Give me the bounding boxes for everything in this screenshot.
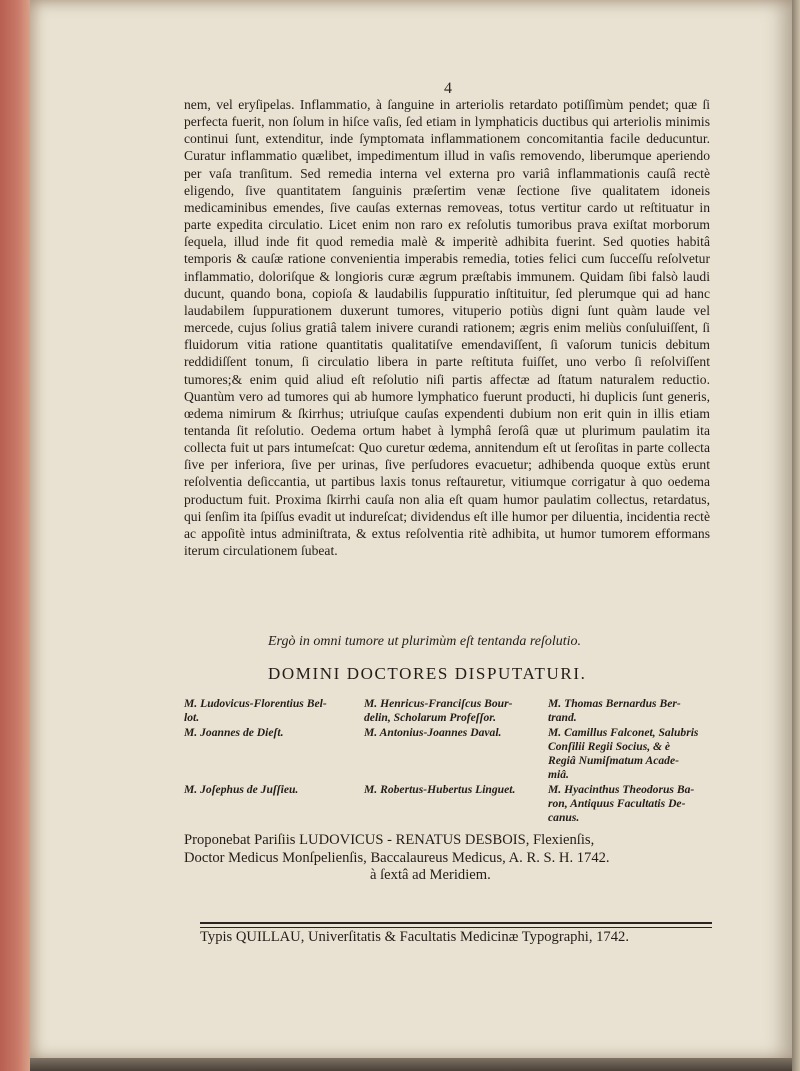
printer-imprint: Typis QUILLAU, Univerſitatis & Facultatis Medicinæ Typographi, 1742. — [200, 929, 629, 945]
doctor-name-line: M. Robertus-Hubertus Linguet. — [364, 782, 516, 796]
doctor-name-line — [184, 740, 362, 754]
doctor-name-line: M. Hyacinthus Theodorus Ba- — [548, 782, 695, 796]
page-bottom-shadow — [30, 1058, 792, 1071]
proponebat-line-1: Proponebat Pariſiis LUDOVICUS - RENATUS DESBOIS, Flexienſis, — [184, 832, 595, 848]
doctor-name-line: delin, Scholarum Profeſſor. — [364, 711, 497, 725]
doctor-name-line: Conſilii Regii Socius, & è — [548, 739, 671, 753]
proponebat-block — [184, 832, 714, 885]
doctors-column-3 — [548, 697, 716, 826]
disputants-heading: DOMINI DOCTORES DISPUTATURI. — [268, 664, 587, 683]
doctor-name-line: M. Ludovicus-Florentius Bel- — [184, 697, 327, 710]
page-binding — [0, 0, 32, 1071]
thesis-body-text: nem, vel eryſipelas. Inflammatio, à ſanguine in arteriolis retardato potiſſimùm pendet; quæ ſi perfecta fuerit, non ſolum in hiſce vaſis, ſed etiam in lymphaticis ductibus qui arteriolis minimis continui ſunt, extenditur, inde ſymptomata inflammationem concomitantia facile deducuntur. Curatur inflammatio quælibet, impedimentum illud in vaſis removendo, liberumque aperiendo per vaſa tranſitum. Sed remedia interna vel externa pro variâ inflammationis cauſâ rectè eligendo, ſive quantitatem ſanguinis præſertim venæ ſectione ſive qualitatem idoneis medicaminibus emendes, ſive cauſas externas removeas, totus vertitur cardo ut reſtituatur in parte expedita circulatio. Licet enim non raro ex reſolutis tumoribus prava exiſtat morborum ſequela, illud inde fit quod remedia malè & imperitè adhibita fuerint. Sed quoties habitâ temporis & cauſæ ratione convenientia imperabis remedia, toties felici cum ſucceſſu reſolvetur inflammatio, doloriſque & longioris curæ ægrum præſtabis immunem. Quidam ſibi falsò laudi ducunt, quando bona, copioſa & laudabilis ſuppuratio inſtituitur, ſed plerumque qui ad hanc laudabilem ſuppurationem duxerunt tumores, vituperio potiùs digni ſunt quàm laude vel mercede, cujus ſolius gratiâ talem inivere curandi rationem; ægris enim meliùs conſuluiſſent, ſi fluidorum vitia ratione quantitatis qualitatiſve emendaviſſent, ſi vaſorum tunicis debitum reddidiſſent tonum, ſi circulatio libera in parte reſtituta fuiſſet, uno verbo ſi reſolviſſent tumores;& enim quid aliud eſt reſolutio niſi partis affectæ ad ſtatum naturalem reductio. Quantùm vero ad tumores qui ab humore lymphatico fuerunt producti, hi duplicis ſunt generis, œdema nimirum & ſkirrhus; utriuſque cauſas expendenti dubium non erit quin in illis etiam tentanda ſit reſolutio. Oedema ortum habet à lymphâ ſeroſâ quæ ut plurimum paulatim ita collecta fuit ut pars intumeſcat: Quo curetur œdema, annitendum eſt ut ſeroſitas in parte collecta ſive per inferiora, ſive per urinas, ſive perſudores evacuetur; adhibenda quoque extùs erunt reſolventia deſiccantia, ut partibus laxis tonus reſtauretur, vitiumque corrigatur à quo oedema productum fuit. Proxima ſkirrhi cauſa non alia eſt quam humor paulatim collectus, retardatus, qui ſenſim ita ſpiſſus evadit ut indureſcat; dividendus eſt ille humor per diluentia, incidentia rectè ac appoſitè intus adminiſtrata, & extus reſolventia ritè adhibita, ut humor tumorem efformans iterum circulationem ſubeat. — [184, 97, 710, 559]
doctor-name-line — [364, 768, 540, 782]
doctor-name-line: M. Henricus-Franciſcus Bour- — [364, 697, 513, 710]
doctor-name-line: canus. — [548, 811, 580, 825]
doctor-name-line — [184, 754, 362, 768]
doctor-name-line: M. Thomas Bernardus Ber- — [548, 697, 681, 710]
doctor-name-line: miâ. — [548, 768, 569, 782]
doctor-name-line — [364, 754, 540, 768]
doctor-name-line — [184, 768, 362, 782]
proponebat-line-2: Doctor Medicus Monſpelienſis, Baccalaureus Medicus, A. R. S. H. 1742. — [184, 849, 610, 866]
page-number: 4 — [444, 80, 452, 97]
doctor-name-line — [364, 740, 540, 754]
proponebat-line-3: à ſextâ ad Meridiem. — [370, 867, 491, 883]
doctor-name-line: trand. — [548, 711, 577, 725]
doctor-name-line: M. Joſephus de Juſſieu. — [184, 782, 299, 796]
thesis-conclusion: Ergò in omni tumore ut plurimùm eſt tentanda reſolutio. — [268, 634, 582, 649]
doctors-column-1 — [184, 697, 362, 797]
doctor-name-line: M. Antonius-Joannes Daval. — [364, 725, 502, 739]
doctor-name-line: M. Camillus Falconet, Salubris — [548, 725, 699, 739]
doctor-name-line: M. Joannes de Dieſt. — [184, 725, 284, 739]
doctors-column-2 — [364, 697, 540, 797]
doctor-name-line: ron, Antiquus Facultatis De- — [548, 797, 686, 811]
doctor-name-line: Regiâ Numiſmatum Acade- — [548, 754, 679, 768]
page-edge — [792, 0, 800, 1071]
double-rule — [200, 922, 712, 928]
doctor-name-line: lot. — [184, 711, 200, 725]
